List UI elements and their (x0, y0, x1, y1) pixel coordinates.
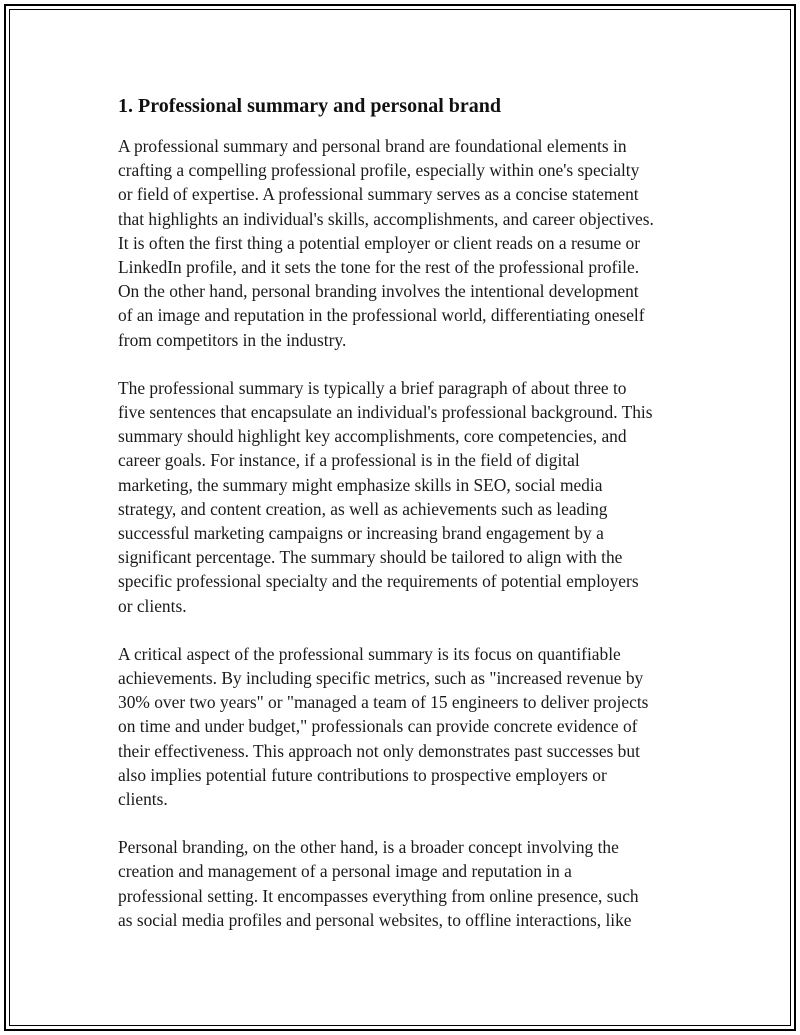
paragraph-4: Personal branding, on the other hand, is a broader concept involving the creation and management of a personal image and reputation in a professional setting. It encompasses everything from online presence, such as social media profiles and personal websites, to offline interactions, like (118, 837, 639, 930)
document-body (118, 92, 693, 932)
paragraph-3: A critical aspect of the professional summary is its focus on quantifiable achievements. By including specific metrics, such as "increased revenue by 30% over two years" or "managed a team of 15 engineers to deliver projects on time and under budget," professionals can provide concrete evidence of their effectiveness. This approach not only demonstrates past successes but also implies potential future contributions to prospective employers or clients. (118, 643, 649, 810)
section-heading: 1. Professional summary and personal brand (118, 95, 502, 117)
paragraph-2: The professional summary is typically a brief paragraph of about three to five sentences that encapsulate an individual's professional background. This summary should highlight key accomplishments, core competencies, and career goals. For instance, if a professional is in the field of digital marketing, the summary might emphasize skills in SEO, social media strategy, and content creation, as well as achievements such as leading successful marketing campaigns or increasing brand engagement by a significant percentage. The summary should be tailored to align with the specific professional specialty and the requirements of potential employers or clients. (118, 377, 653, 616)
paragraph-1: A professional summary and personal brand are foundational elements in crafting a compelling professional profile, especially within one's specialty or field of expertise. A professional summary serves as a concise statement that highlights an individual's skills, accomplishments, and career objectives. It is often the first thing a potential employer or client reads on a resume or LinkedIn profile, and it sets the tone for the rest of the professional profile. On the other hand, personal branding involves the intentional development of an image and reputation in the professional world, differentiating oneself from competitors in the industry. (118, 136, 654, 350)
